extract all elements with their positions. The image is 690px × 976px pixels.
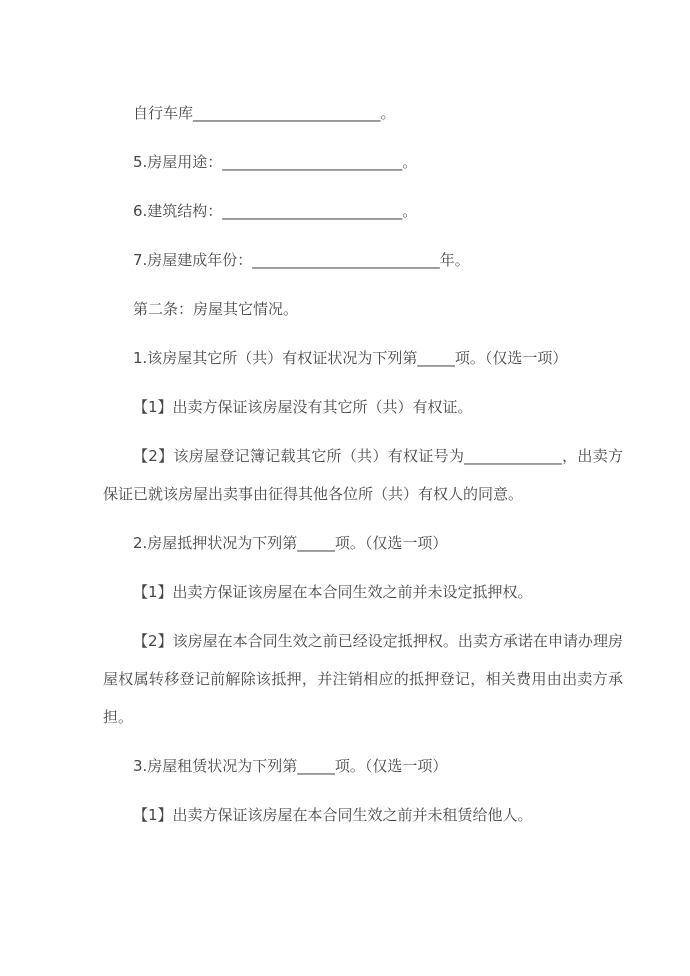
clause-2-option-1-no-mortgage: 【1】出卖方保证该房屋在本合同生效之前并未设定抵押权。	[133, 583, 533, 601]
clause-2-mortgage-status: 2.房屋抵押状况为下列第_____项。（仅选一项）	[133, 534, 448, 552]
item-6-building-structure: 6.建筑结构：________________________。	[133, 202, 418, 220]
item-5-house-usage: 5.房屋用途：________________________。	[133, 153, 418, 171]
heading-article-2-other-conditions: 第二条：房屋其它情况。	[133, 300, 299, 318]
clause-3-lease-status: 3.房屋租赁状况为下列第_____项。（仅选一项）	[133, 757, 448, 775]
clause-1-option-2-other-cert-registered: 【2】该房屋登记簿记载其它所（共）有权证号为_____________，出卖方保证已就该房屋出卖事由征得其他各位所（共）有权人的同意。	[103, 447, 623, 503]
clause-1-ownership-cert-status: 1.该房屋其它所（共）有权证状况为下列第_____项。（仅选一项）	[133, 349, 568, 367]
clause-3-option-1-no-lease: 【1】出卖方保证该房屋在本合同生效之前并未租赁给他人。	[133, 806, 533, 824]
item-7-construction-year: 7.房屋建成年份：_________________________年。	[133, 251, 470, 269]
clause-1-option-1-no-other-cert: 【1】出卖方保证该房屋没有其它所（共）有权证。	[133, 398, 473, 416]
clause-2-option-2-mortgage-set: 【2】该房屋在本合同生效之前已经设定抵押权。出卖方承诺在申请办理房屋权属转移登记前解除该抵押，并注销相应的抵押登记，相关费用由出卖方承担。	[103, 632, 623, 726]
line-bicycle-garage-blank: 自行车库_________________________。	[133, 104, 396, 122]
